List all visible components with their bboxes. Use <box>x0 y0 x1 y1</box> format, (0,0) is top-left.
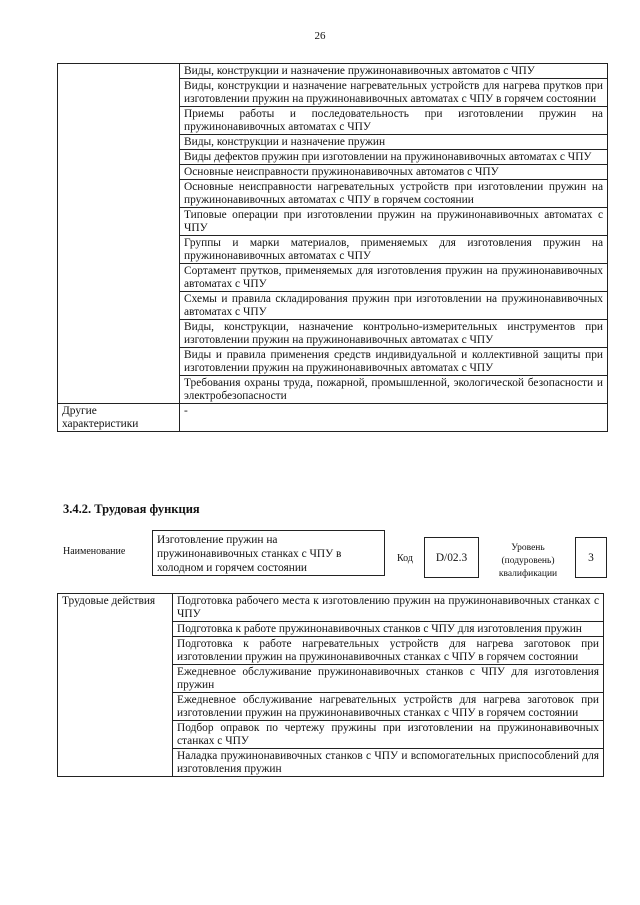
name-label: Наименование <box>63 546 126 557</box>
knowledge-item: Виды, конструкции, назначение контрольно-измерительных инструментов при изготовлении пружин на пружинонавивочных автоматах с ЧПУ <box>180 320 608 348</box>
labor-action-item: Подбор оправок по чертежу пружины при изготовлении на пружинонавивочных станках с ЧПУ <box>173 721 604 749</box>
name-value: Изготовление пружин на пружинонавивочных станках с ЧПУ в холодном и горячем состоянии <box>152 530 385 576</box>
knowledge-label-cell <box>58 64 180 404</box>
level-value: 3 <box>575 537 607 578</box>
knowledge-item: Приемы работы и последовательность при изготовлении пружин на пружинонавивочных автоматах с ЧПУ <box>180 107 608 135</box>
labor-actions-table <box>57 593 604 777</box>
table-row <box>58 594 604 622</box>
labor-action-item: Ежедневное обслуживание пружинонавивочных станков с ЧПУ для изготовления пружин <box>173 665 604 693</box>
knowledge-item: Типовые операции при изготовлении пружин на пружинонавивочных автоматах с ЧПУ <box>180 208 608 236</box>
level-label: Уровень (подуровень) квалификации <box>498 543 558 579</box>
labor-action-item: Ежедневное обслуживание нагревательных устройств для нагрева заготовок при изготовлении пружин на пружинонавивочных станках с ЧПУ в горячем состоянии <box>173 693 604 721</box>
knowledge-item: Виды, конструкции и назначение нагревательных устройств для нагрева прутков при изготовлении пружин на пружинонавивочных автоматах с ЧПУ в горячем состоянии <box>180 79 608 107</box>
other-characteristics-value: - <box>180 404 608 432</box>
knowledge-item: Требования охраны труда, пожарной, промышленной, экологической безопасности и электробезопасности <box>180 376 608 404</box>
knowledge-item: Схемы и правила складирования пружин при изготовлении на пружинонавивочных автоматах с ЧПУ <box>180 292 608 320</box>
section-heading: 3.4.2. Трудовая функция <box>63 502 200 516</box>
labor-actions-label: Трудовые действия <box>58 594 173 777</box>
table-row <box>58 404 608 432</box>
knowledge-item: Виды и правила применения средств индивидуальной и коллективной защиты при изготовлении пружин на пружинонавивочных автоматах с ЧПУ <box>180 348 608 376</box>
page-number: 26 <box>314 30 326 42</box>
knowledge-table <box>57 63 608 432</box>
knowledge-item: Группы и марки материалов, применяемых для изготовления пружин на пружинонавивочных автоматах с ЧПУ <box>180 236 608 264</box>
code-label: Код <box>397 553 413 564</box>
knowledge-item: Виды дефектов пружин при изготовлении на пружинонавивочных автоматах с ЧПУ <box>180 150 608 165</box>
table-row <box>58 64 608 79</box>
knowledge-item: Сортамент прутков, применяемых для изготовления пружин на пружинонавивочных автоматах с ЧПУ <box>180 264 608 292</box>
labor-action-item: Подготовка к работе пружинонавивочных станков с ЧПУ для изготовления пружин <box>173 622 604 637</box>
knowledge-item: Основные неисправности пружинонавивочных автоматов с ЧПУ <box>180 165 608 180</box>
labor-action-item: Подготовка рабочего места к изготовлению пружин на пружинонавивочных станках с ЧПУ <box>173 594 604 622</box>
labor-action-item: Подготовка к работе нагревательных устройств для нагрева заготовок при изготовлении пружин на пружинонавивочных станках с ЧПУ в горячем состоянии <box>173 637 604 665</box>
code-value: D/02.3 <box>424 537 479 578</box>
labor-action-item: Наладка пружинонавивочных станков с ЧПУ и вспомогательных приспособлений для изготовления пружин <box>173 749 604 777</box>
knowledge-item: Виды, конструкции и назначение пружинонавивочных автоматов с ЧПУ <box>180 64 608 79</box>
knowledge-item: Основные неисправности нагревательных устройств при изготовлении пружин на пружинонавивочных автоматах с ЧПУ в горячем состоянии <box>180 180 608 208</box>
knowledge-item: Виды, конструкции и назначение пружин <box>180 135 608 150</box>
other-characteristics-label: Другие характеристики <box>58 404 180 432</box>
